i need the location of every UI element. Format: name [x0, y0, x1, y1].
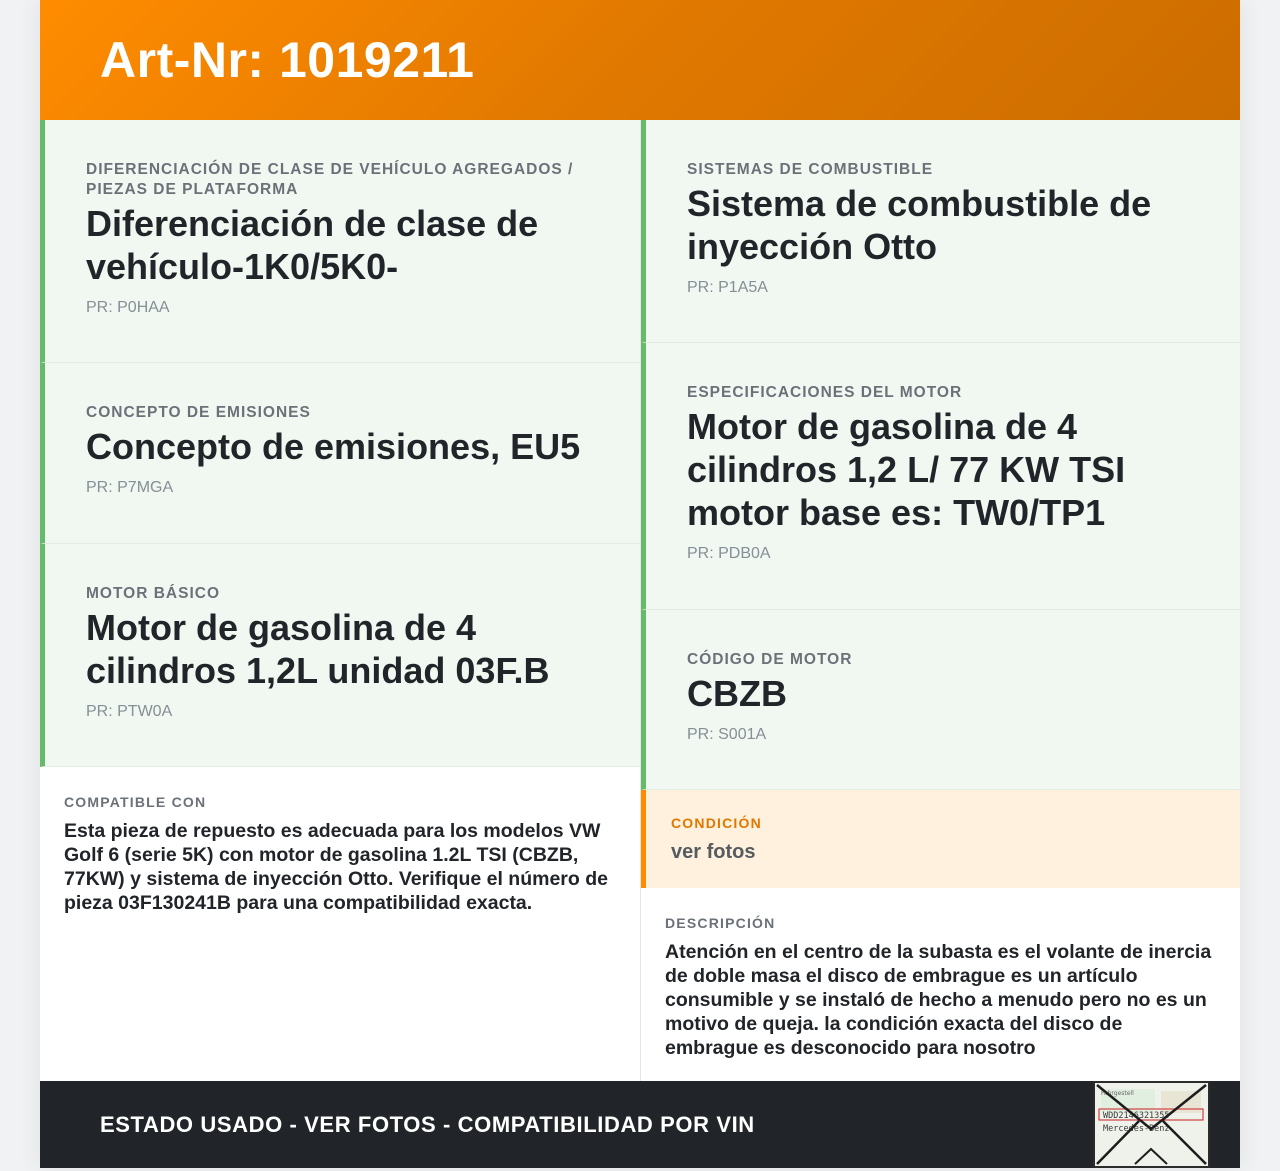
condition-text: ver fotos — [671, 841, 756, 863]
description-text: Atención en el centro de la subasta es el volante de inercia de doble masa el disco de embrague es un artículo consumible y se instaló de hecho a menudo pero no es un motivo de queja. la condición exacta del disco de embrague es desconocido para nosotro — [665, 941, 1212, 1059]
product-sheet — [40, 0, 1240, 1168]
envelope-stamp-graphic — [1095, 1083, 1208, 1166]
spec-card-vehicle-class — [40, 120, 640, 363]
right-column — [640, 120, 1240, 1081]
spec-pr-code: PR: PTW0A — [86, 703, 173, 720]
spec-value: Motor de gasolina de 4 cilindros 1,2L unidad 03F.B — [86, 607, 550, 691]
description-label: DESCRIPCIÓN — [665, 915, 776, 931]
spec-pr-code: PR: P7MGA — [86, 479, 174, 496]
spec-grid — [40, 120, 1240, 1081]
spec-label: DIFERENCIACIÓN DE CLASE DE VEHÍCULO AGREGADOS / PIEZAS DE PLATAFORMA — [86, 161, 574, 198]
spec-pr-code: PR: PDB0A — [687, 545, 771, 562]
page-title: Art-Nr: 1019211 — [100, 32, 475, 88]
spec-pr-code: PR: P1A5A — [687, 279, 768, 296]
spec-value: Sistema de combustible de inyección Otto — [687, 183, 1152, 267]
compatible-text: Esta pieza de repuesto es adecuada para los modelos VW Golf 6 (serie 5K) con motor de gasolina 1.2L TSI (CBZB, 77KW) y sistema de inyección Otto. Verifique el número de pieza 03F130241B para una compatibilidad exacta. — [64, 820, 608, 914]
left-column — [40, 120, 640, 1081]
spec-value: CBZB — [687, 673, 787, 714]
spec-label: MOTOR BÁSICO — [86, 585, 220, 602]
page-footer — [40, 1081, 1240, 1168]
condition-section — [641, 790, 1240, 888]
spec-pr-code: PR: P0HAA — [86, 299, 170, 316]
spec-label: CÓDIGO DE MOTOR — [687, 651, 853, 668]
compatible-label: COMPATIBLE CON — [64, 794, 207, 810]
spec-card-engine-code — [641, 610, 1240, 790]
footer-text: ESTADO USADO - VER FOTOS - COMPATIBILIDAD POR VIN — [100, 1111, 755, 1137]
stamp-small-text: Fahrgestell — [1101, 1090, 1134, 1097]
condition-label: CONDICIÓN — [671, 815, 762, 831]
spec-value: Concepto de emisiones, EU5 — [86, 426, 581, 467]
spec-card-engine-specs — [641, 343, 1240, 610]
compatible-section — [40, 767, 640, 1081]
description-section — [641, 888, 1240, 1081]
spec-label: ESPECIFICACIONES DEL MOTOR — [687, 384, 963, 401]
spec-card-basic-engine — [40, 544, 640, 767]
spec-card-fuel-system — [641, 120, 1240, 343]
page-header — [40, 0, 1240, 120]
spec-card-emissions — [40, 363, 640, 544]
spec-value: Diferenciación de clase de vehículo-1K0/5K0- — [86, 203, 539, 287]
stamp-brand: Mercedes-Benz — [1103, 1124, 1170, 1134]
spec-pr-code: PR: S001A — [687, 726, 767, 743]
spec-label: SISTEMAS DE COMBUSTIBLE — [687, 161, 934, 178]
spec-value: Motor de gasolina de 4 cilindros 1,2 L/ 77 KW TSI motor base es: TW0/TP1 — [687, 406, 1126, 533]
spec-label: CONCEPTO DE EMISIONES — [86, 404, 311, 421]
envelope-stamp-icon — [1093, 1081, 1210, 1168]
stamp-serial: WDD2146321355 — [1103, 1111, 1170, 1121]
